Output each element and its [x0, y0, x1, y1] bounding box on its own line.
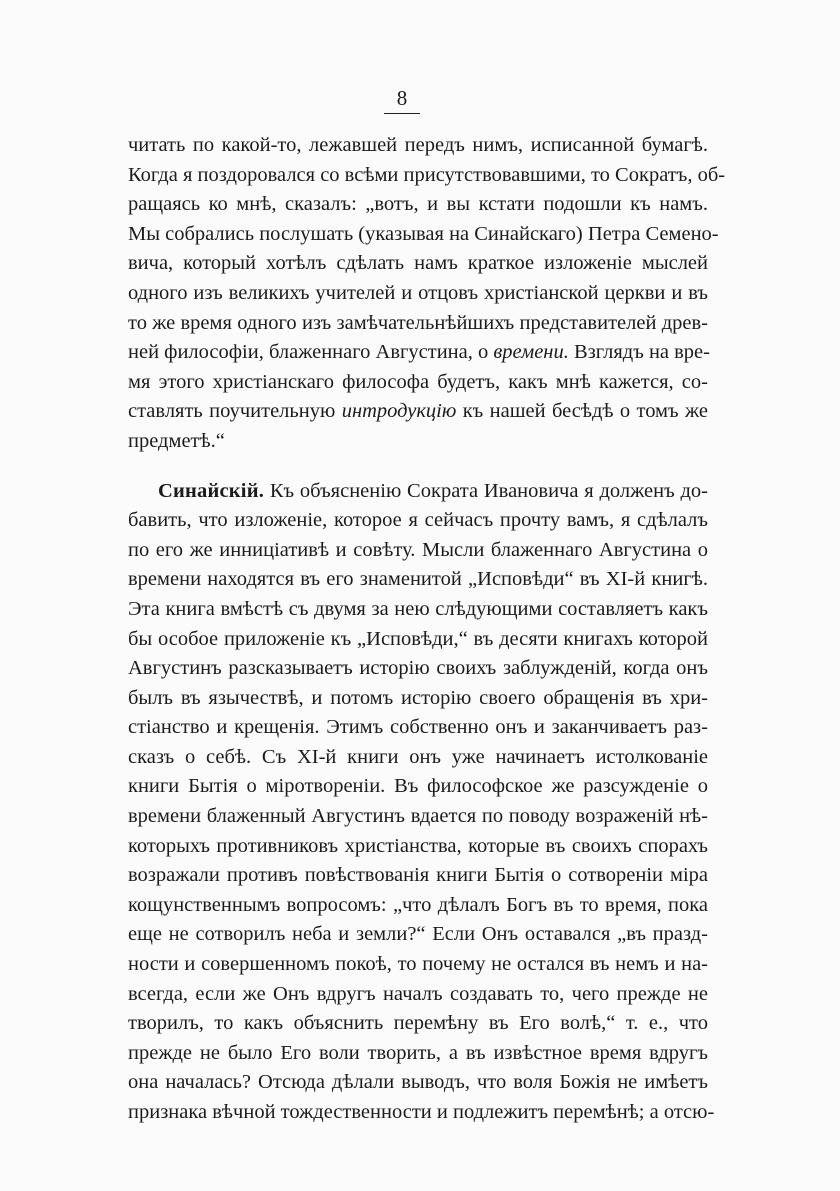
text-line: Эта книга вмѣстѣ съ двумя за нею слѣдующими составляетъ какъ: [128, 597, 708, 620]
page-number: 8: [384, 86, 420, 114]
line-text: къ нашей бесѣдѣ о томъ же: [456, 400, 708, 423]
text-line: творилъ, то какъ объяснить перемѣну въ Его волѣ,“ т. е., что: [128, 1012, 708, 1035]
line-text: ращаясь ко мнѣ, сказалъ: „вотъ, и вы кстати подошли къ намъ.: [128, 193, 708, 216]
text-line: времени находятся въ его знаменитой „Исповѣди“ въ XI-й книгѣ.: [128, 568, 708, 591]
text-line: возражали противъ повѣствованія книги Бытія о сотвореніи міра: [128, 864, 708, 887]
text-line: [128, 161, 726, 191]
text-line: сказъ о себѣ. Съ XI-й книги онъ уже начинаетъ истолкованіе: [128, 745, 708, 768]
text-line: по его же инниціативѣ и совѣту. Мысли блаженнаго Августина о: [128, 538, 708, 561]
line-text: ставлять поучительную: [128, 400, 342, 423]
text-line: [128, 220, 719, 250]
speaker-name: Синайскій.: [158, 479, 265, 502]
text-line: прежде не было Его воли творить, а въ извѣстное время вдругъ: [128, 1041, 708, 1064]
text-line: всегда, если же Онъ вдругъ началъ создавать то, чего прежде не: [128, 982, 708, 1005]
page-text: [128, 131, 726, 1128]
text-line: которыхъ противниковъ христіанства, которые въ своихъ спорахъ: [128, 834, 708, 857]
text-line: Августинъ разсказываетъ исторію своихъ заблужденій, когда онъ: [128, 657, 708, 680]
line-text: одного изъ великихъ учителей и отцовъ христіанской церкви и въ: [128, 281, 708, 304]
italic-term: времени.: [493, 341, 569, 364]
text-line: книги Бытія о міротвореніи. Въ философское же разсужденіе о: [128, 775, 708, 798]
text-line: еще не сотворилъ неба и земли?“ Если Онъ оставался „въ празд-: [128, 923, 708, 946]
text-line: [128, 309, 708, 339]
line-text: Къ объясненію Сократа Ивановича я долженъ до-: [269, 479, 708, 502]
line-text: то же время одного изъ замѣчательнѣйшихъ представителей древ-: [128, 311, 708, 334]
italic-term: интродукцію: [341, 400, 457, 423]
text-line: [128, 131, 708, 161]
text-line: признака вѣчной тождественности и подлежитъ перемѣнѣ; а отсю-: [128, 1101, 715, 1123]
text-line: [128, 338, 708, 368]
text-line: [128, 397, 708, 427]
text-line: она началась? Отсюда дѣлали выводъ, что воля Божія не имѣетъ: [128, 1071, 708, 1094]
paragraph-2: [128, 477, 715, 1128]
text-line: [128, 249, 708, 279]
text-line: стіанство и крещенія. Этимъ собственно онъ и заканчиваетъ раз-: [128, 716, 708, 739]
text-line: [128, 368, 708, 398]
text-line: бы особое приложеніе къ „Исповѣди,“ въ десяти книгахъ которой: [128, 627, 708, 650]
text-line: [128, 190, 708, 220]
line-text: мя этого христіанскаго философа будетъ, какъ мнѣ кажется, со-: [128, 370, 708, 393]
text-line: [128, 427, 708, 457]
text-line: былъ въ язычествѣ, и потомъ исторію своего обращенія въ хри-: [128, 686, 708, 709]
line-text: Когда я поздоровался со всѣми присутствовавшими, то Сократъ, об-: [128, 163, 726, 186]
text-line: бавить, что изложеніе, которое я сейчасъ прочту вамъ, я сдѣлалъ: [128, 509, 708, 532]
line-text: предметѣ.“: [128, 429, 225, 452]
line-text: Взглядъ на вре-: [568, 341, 710, 364]
paragraph-1: [128, 131, 726, 457]
line-text: Мы собрались послушать (указывая на Синайскаго) Петра Семено-: [128, 222, 719, 245]
line-text: читать по какой-то, лежавшей передъ нимъ, исписанной бумагѣ.: [128, 134, 708, 156]
text-line: кощунственнымъ вопросомъ: „что дѣлалъ Богъ въ то время, пока: [128, 893, 708, 916]
line-text: вича, который хотѣлъ сдѣлать намъ краткое изложеніе мыслей: [128, 252, 708, 275]
text-line: ности и совершенномъ покоѣ, то почему не остался въ немъ и на-: [128, 953, 708, 976]
text-line: [128, 477, 708, 507]
text-line: [128, 279, 708, 309]
text-line: времени блаженный Августинъ вдается по поводу возраженій нѣ-: [128, 805, 708, 828]
line-text: ней философіи, блаженнаго Августина, о: [128, 341, 494, 364]
